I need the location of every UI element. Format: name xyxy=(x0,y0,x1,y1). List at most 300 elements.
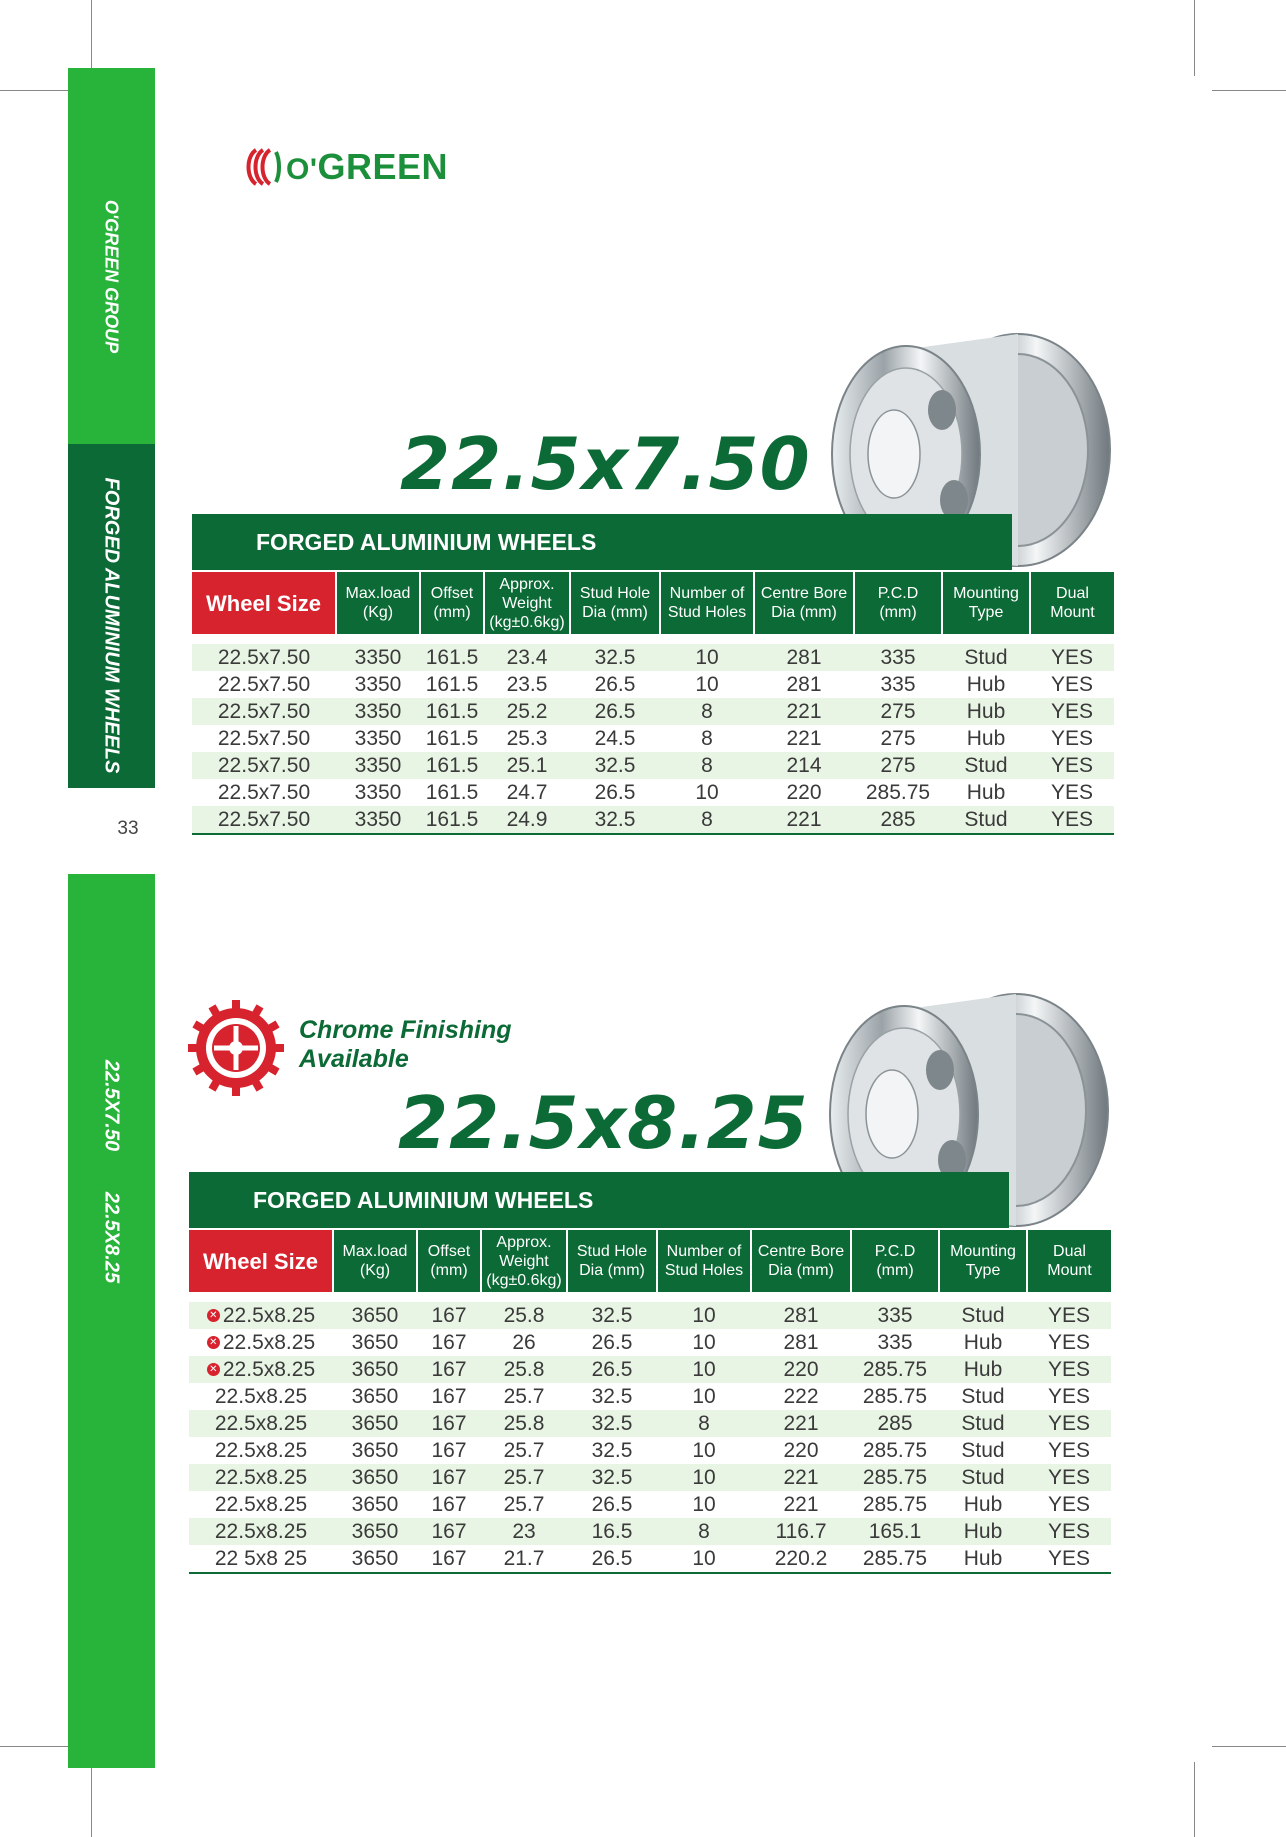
table-cell xyxy=(420,671,484,698)
cell-value: 222 xyxy=(783,1384,819,1408)
table-cell xyxy=(336,725,420,752)
table-cell xyxy=(481,1437,567,1464)
column-header xyxy=(192,572,336,634)
table-cell xyxy=(851,1356,939,1383)
cell-value: YES xyxy=(1047,1411,1091,1435)
column-header xyxy=(481,1230,567,1292)
tire-logo-icon xyxy=(242,146,282,188)
cell-value: 3650 xyxy=(351,1492,399,1516)
chrome-available-icon: ✕ xyxy=(207,1336,220,1349)
cell-value: 167 xyxy=(431,1465,467,1489)
crop-mark xyxy=(91,0,92,76)
column-header-line: Offset xyxy=(427,1243,471,1260)
column-header-line: Weight xyxy=(499,1252,549,1270)
table-cell xyxy=(481,1545,567,1573)
page-number: 33 xyxy=(117,818,139,839)
cell-value: 23.5 xyxy=(506,672,548,696)
column-header-line: Weight xyxy=(502,594,552,612)
column-header-line: Centre Bore xyxy=(757,1243,845,1260)
crop-mark xyxy=(1194,1762,1195,1837)
column-header-line: Stud Hole xyxy=(579,585,651,602)
column-header-line: P.C.D xyxy=(877,585,919,602)
table-cell xyxy=(189,1410,333,1437)
table-cell xyxy=(854,671,942,698)
cell-value: YES xyxy=(1047,1303,1091,1327)
sidebar-size-label-1: 22.5X7.50 xyxy=(100,1059,123,1152)
cell-value: 3650 xyxy=(351,1465,399,1489)
cell-value: 161.5 xyxy=(425,807,479,831)
cell-value: 22.5x7.50 xyxy=(217,645,311,669)
cell-value: 167 xyxy=(431,1384,467,1408)
cell-value: 285.75 xyxy=(862,1357,928,1381)
table-cell xyxy=(942,806,1030,834)
cell-value: 26.5 xyxy=(591,1546,633,1570)
section-title-2: 22.5x8.25 xyxy=(398,1081,809,1165)
sidebar-size-label-2: 22.5X8.25 xyxy=(100,1191,123,1284)
table-cell xyxy=(942,644,1030,671)
table-cell xyxy=(192,644,336,671)
cell-value: 22.5x7.50 xyxy=(217,753,311,777)
cell-value: 25.8 xyxy=(503,1411,545,1435)
cell-value: YES xyxy=(1050,726,1094,750)
cell-value: 10 xyxy=(692,1330,716,1354)
cell-value: 3350 xyxy=(354,645,402,669)
table-row xyxy=(189,1383,1111,1410)
cell-value: Stud xyxy=(964,807,1008,831)
table-cell xyxy=(567,1356,657,1383)
table-cell xyxy=(939,1302,1027,1329)
table-cell xyxy=(854,752,942,779)
cell-value: Hub xyxy=(966,699,1006,723)
table-cell xyxy=(417,1302,481,1329)
table-cell xyxy=(481,1302,567,1329)
table-cell xyxy=(942,698,1030,725)
table-cell xyxy=(189,1518,333,1545)
table-cell xyxy=(1030,671,1114,698)
cell-value: 161.5 xyxy=(425,780,479,804)
cell-value: 214 xyxy=(786,753,822,777)
crop-mark xyxy=(0,1746,76,1747)
table-cell xyxy=(657,1383,751,1410)
sidebar-category-label: FORGED ALUMINIUM WHEELS xyxy=(100,477,123,774)
table-cell xyxy=(751,1383,851,1410)
cell-value: 116.7 xyxy=(775,1519,827,1543)
cell-value: 10 xyxy=(695,780,719,804)
table-row xyxy=(189,1356,1111,1383)
cell-value: 26.5 xyxy=(591,1492,633,1516)
table-row xyxy=(189,1437,1111,1464)
table-cell xyxy=(939,1329,1027,1356)
cell-value: 3650 xyxy=(351,1357,399,1381)
table-cell xyxy=(484,806,570,834)
table-cell xyxy=(336,671,420,698)
cell-value: YES xyxy=(1047,1438,1091,1462)
cell-value: 3650 xyxy=(351,1411,399,1435)
table-cell xyxy=(939,1464,1027,1491)
cell-value: YES xyxy=(1047,1384,1091,1408)
cell-value: 25.7 xyxy=(503,1492,545,1516)
column-header-line: Mount xyxy=(1047,1262,1092,1279)
column-header xyxy=(1027,1230,1111,1292)
cell-value: 25.1 xyxy=(506,753,548,777)
table-cell xyxy=(484,752,570,779)
table-cell xyxy=(657,1464,751,1491)
cell-value: 26 xyxy=(512,1330,536,1354)
cell-value: 22.5x8.25 xyxy=(222,1330,316,1354)
table-cell xyxy=(417,1410,481,1437)
cell-value: 22.5x8.25 xyxy=(222,1303,316,1327)
table-cell xyxy=(1027,1491,1111,1518)
cell-value: 285 xyxy=(877,1411,913,1435)
cell-value: 10 xyxy=(692,1492,716,1516)
cell-value: Hub xyxy=(966,726,1006,750)
cell-value: Stud xyxy=(961,1384,1005,1408)
table-cell xyxy=(481,1464,567,1491)
cell-value: YES xyxy=(1050,672,1094,696)
table-cell xyxy=(660,752,754,779)
chrome-note-line1: Chrome Finishing xyxy=(299,1016,512,1044)
table-cell xyxy=(333,1464,417,1491)
cell-value: 161.5 xyxy=(425,753,479,777)
column-header-line: Dia (mm) xyxy=(771,604,837,621)
table-cell xyxy=(333,1545,417,1573)
cell-value: 25.7 xyxy=(503,1465,545,1489)
column-header-line: Dia (mm) xyxy=(768,1262,834,1279)
column-header-line: Centre Bore xyxy=(760,585,848,602)
table-cell xyxy=(751,1302,851,1329)
cell-value: 221 xyxy=(783,1465,819,1489)
cell-value: YES xyxy=(1047,1465,1091,1489)
cell-value: 22.5x7.50 xyxy=(217,807,311,831)
column-header-line: Max.load xyxy=(345,585,411,602)
cell-value: 3650 xyxy=(351,1330,399,1354)
table-cell xyxy=(420,698,484,725)
cell-value: 22.5x7.50 xyxy=(217,780,311,804)
table-row xyxy=(189,1302,1111,1329)
table-cell xyxy=(660,698,754,725)
table-cell xyxy=(851,1518,939,1545)
table-cell xyxy=(660,779,754,806)
table-cell xyxy=(333,1302,417,1329)
table-cell xyxy=(751,1491,851,1518)
cell-value: 281 xyxy=(783,1303,819,1327)
table-row xyxy=(192,725,1114,752)
table-cell xyxy=(754,806,854,834)
cell-value: 221 xyxy=(786,807,822,831)
cell-value: 32.5 xyxy=(591,1465,633,1489)
cell-value: 25.8 xyxy=(503,1303,545,1327)
column-header-line: Number of xyxy=(669,585,745,602)
cell-value: YES xyxy=(1047,1357,1091,1381)
table-cell xyxy=(660,644,754,671)
table-cell xyxy=(851,1464,939,1491)
table-cell xyxy=(660,671,754,698)
cell-value: 32.5 xyxy=(591,1438,633,1462)
table-row xyxy=(192,779,1114,806)
column-header xyxy=(333,1230,417,1292)
cell-value: 161.5 xyxy=(425,726,479,750)
table-cell xyxy=(333,1518,417,1545)
cell-value: 221 xyxy=(786,699,822,723)
table-cell xyxy=(939,1518,1027,1545)
cell-value: 25.8 xyxy=(503,1357,545,1381)
chrome-note-line2: Available xyxy=(299,1045,409,1073)
table-cell xyxy=(567,1545,657,1573)
table-cell xyxy=(751,1545,851,1573)
cell-value: 3650 xyxy=(351,1546,399,1570)
table-row xyxy=(189,1518,1111,1545)
table-row xyxy=(192,671,1114,698)
table-cell xyxy=(942,671,1030,698)
column-header xyxy=(1030,572,1114,634)
cell-value: 335 xyxy=(877,1303,913,1327)
table-row xyxy=(189,1545,1111,1573)
cell-value: 32.5 xyxy=(594,753,636,777)
cell-value: 3350 xyxy=(354,807,402,831)
table-cell xyxy=(570,644,660,671)
table-cell xyxy=(751,1356,851,1383)
column-header-line: Dual xyxy=(1056,585,1089,602)
table-cell xyxy=(570,779,660,806)
table-cell xyxy=(754,725,854,752)
table-cell xyxy=(192,725,336,752)
cell-value: 24.9 xyxy=(506,807,548,831)
cell-value: 165.1 xyxy=(868,1519,922,1543)
cell-value: YES xyxy=(1050,780,1094,804)
table-cell xyxy=(939,1491,1027,1518)
table-cell xyxy=(567,1383,657,1410)
table-cell xyxy=(189,1302,333,1329)
table-cell xyxy=(333,1329,417,1356)
column-header-line: Dia (mm) xyxy=(582,604,648,621)
table-cell xyxy=(754,779,854,806)
table-cell xyxy=(754,698,854,725)
table-cell xyxy=(567,1518,657,1545)
table-cell xyxy=(1027,1437,1111,1464)
cell-value: 25.2 xyxy=(506,699,548,723)
cell-value: YES xyxy=(1047,1492,1091,1516)
column-header xyxy=(851,1230,939,1292)
table-cell xyxy=(751,1437,851,1464)
cell-value: 32.5 xyxy=(594,645,636,669)
table-cell xyxy=(189,1437,333,1464)
column-header-line: Wheel Size xyxy=(203,1248,318,1274)
cell-value: 22 5x8 25 xyxy=(214,1546,308,1570)
column-header-line: (Kg) xyxy=(362,604,394,621)
table-cell xyxy=(570,671,660,698)
table-cell xyxy=(657,1545,751,1573)
cell-value: YES xyxy=(1050,699,1094,723)
table-cell xyxy=(851,1545,939,1573)
section-title-1: 22.5x7.50 xyxy=(400,422,811,506)
cell-value: Hub xyxy=(963,1357,1003,1381)
column-header xyxy=(660,572,754,634)
table-cell xyxy=(189,1383,333,1410)
table-cell xyxy=(192,752,336,779)
crop-mark xyxy=(1194,0,1195,76)
table-cell xyxy=(851,1491,939,1518)
cell-value: 167 xyxy=(431,1411,467,1435)
table-cell xyxy=(939,1383,1027,1410)
table-cell xyxy=(567,1464,657,1491)
cell-value: 285.75 xyxy=(862,1492,928,1516)
cell-value: 3350 xyxy=(354,699,402,723)
table-cell xyxy=(420,725,484,752)
cell-value: 32.5 xyxy=(591,1411,633,1435)
table-cell xyxy=(333,1437,417,1464)
cell-value: YES xyxy=(1050,753,1094,777)
cell-value: 3350 xyxy=(354,726,402,750)
cell-value: YES xyxy=(1047,1519,1091,1543)
table-cell xyxy=(1030,698,1114,725)
table-cell xyxy=(660,806,754,834)
chrome-available-icon: ✕ xyxy=(207,1363,220,1376)
chrome-wheel-icon xyxy=(188,1000,284,1096)
table-cell xyxy=(1027,1410,1111,1437)
table-cell xyxy=(484,644,570,671)
table-cell xyxy=(189,1356,333,1383)
table-cell xyxy=(854,644,942,671)
cell-value: YES xyxy=(1050,807,1094,831)
cell-value: YES xyxy=(1047,1546,1091,1570)
cell-value: 3650 xyxy=(351,1438,399,1462)
column-header-line: Mounting xyxy=(950,1243,1016,1260)
cell-value: 220 xyxy=(783,1438,819,1462)
column-header xyxy=(420,572,484,634)
table-row xyxy=(189,1410,1111,1437)
column-header-line: Mounting xyxy=(953,585,1019,602)
table-cell xyxy=(570,725,660,752)
cell-value: Stud xyxy=(961,1465,1005,1489)
cell-value: 8 xyxy=(701,726,713,750)
cell-value: 285.75 xyxy=(862,1384,928,1408)
table-cell xyxy=(657,1329,751,1356)
column-header-line: Offset xyxy=(430,585,474,602)
cell-value: 8 xyxy=(701,753,713,777)
cell-value: 281 xyxy=(786,645,822,669)
cell-value: 22.5x8.25 xyxy=(214,1411,308,1435)
table-cell xyxy=(333,1491,417,1518)
table-cell xyxy=(751,1464,851,1491)
column-header xyxy=(942,572,1030,634)
cell-value: 22.5x8.25 xyxy=(214,1492,308,1516)
cell-value: 220.2 xyxy=(774,1546,828,1570)
table-cell xyxy=(754,644,854,671)
cell-value: Hub xyxy=(966,780,1006,804)
table-cell xyxy=(1027,1302,1111,1329)
table-cell xyxy=(189,1329,333,1356)
table-cell xyxy=(484,698,570,725)
table-cell xyxy=(417,1518,481,1545)
cell-value: 335 xyxy=(877,1330,913,1354)
cell-value: 10 xyxy=(692,1384,716,1408)
column-header-line: Stud Holes xyxy=(667,604,747,621)
cell-value: 10 xyxy=(692,1303,716,1327)
table-cell xyxy=(417,1545,481,1573)
column-header-line: Type xyxy=(965,1262,1001,1279)
column-header xyxy=(189,1230,333,1292)
column-header-line: Mount xyxy=(1050,604,1095,621)
column-header-line: (kg±0.6kg) xyxy=(489,613,565,631)
table-cell xyxy=(754,671,854,698)
table-cell xyxy=(481,1329,567,1356)
table-cell xyxy=(851,1437,939,1464)
cell-value: 25.3 xyxy=(506,726,548,750)
table-cell xyxy=(751,1410,851,1437)
cell-value: 221 xyxy=(783,1411,819,1435)
table-cell xyxy=(189,1491,333,1518)
cell-value: 22.5x8.25 xyxy=(214,1438,308,1462)
cell-value: 21.7 xyxy=(503,1546,545,1570)
column-header-line: Dia (mm) xyxy=(579,1262,645,1279)
table-cell xyxy=(1027,1545,1111,1573)
column-header xyxy=(754,572,854,634)
table-cell xyxy=(939,1356,1027,1383)
cell-value: 10 xyxy=(692,1438,716,1462)
cell-value: 22.5x7.50 xyxy=(217,699,311,723)
table-cell xyxy=(481,1410,567,1437)
cell-value: 10 xyxy=(692,1465,716,1489)
table-cell xyxy=(1030,752,1114,779)
table-cell xyxy=(192,698,336,725)
column-header-line: Type xyxy=(968,604,1004,621)
cell-value: 16.5 xyxy=(591,1519,633,1543)
table-cell xyxy=(481,1356,567,1383)
table-cell xyxy=(851,1302,939,1329)
column-header-line: (mm) xyxy=(876,1262,914,1279)
cell-value: Stud xyxy=(961,1438,1005,1462)
cell-value: 3650 xyxy=(351,1303,399,1327)
table-cell xyxy=(657,1437,751,1464)
table-cell xyxy=(567,1329,657,1356)
table-cell xyxy=(420,779,484,806)
column-header-line: Approx. xyxy=(499,575,555,593)
cell-value: 24.5 xyxy=(594,726,636,750)
cell-value: 275 xyxy=(880,726,916,750)
table-cell xyxy=(854,779,942,806)
cell-value: 23 xyxy=(512,1519,536,1543)
chrome-finishing-note xyxy=(299,1016,512,1074)
table-cell xyxy=(417,1329,481,1356)
cell-value: 3350 xyxy=(354,753,402,777)
column-header-line: (kg±0.6kg) xyxy=(486,1271,562,1289)
section-banner-2: FORGED ALUMINIUM WHEELS xyxy=(189,1172,1009,1228)
table-cell xyxy=(754,752,854,779)
cell-value: Hub xyxy=(963,1519,1003,1543)
cell-value: 26.5 xyxy=(594,699,636,723)
column-header-line: Stud Hole xyxy=(576,1243,648,1260)
cell-value: 26.5 xyxy=(591,1330,633,1354)
cell-value: Hub xyxy=(963,1546,1003,1570)
table-cell xyxy=(942,752,1030,779)
cell-value: 8 xyxy=(701,699,713,723)
cell-value: 22.5x8.25 xyxy=(222,1357,316,1381)
table-spacer xyxy=(192,634,1114,644)
logo-text: O'GREEN xyxy=(286,146,448,187)
table-cell xyxy=(939,1410,1027,1437)
cell-value: 10 xyxy=(695,645,719,669)
column-header-line: Max.load xyxy=(342,1243,408,1260)
table-cell xyxy=(420,644,484,671)
spec-table-1 xyxy=(192,572,1114,835)
cell-value: Stud xyxy=(961,1303,1005,1327)
table-cell xyxy=(336,752,420,779)
cell-value: 167 xyxy=(431,1303,467,1327)
table-cell xyxy=(417,1491,481,1518)
cell-value: 32.5 xyxy=(591,1384,633,1408)
cell-value: 8 xyxy=(698,1411,710,1435)
cell-value: 221 xyxy=(783,1492,819,1516)
